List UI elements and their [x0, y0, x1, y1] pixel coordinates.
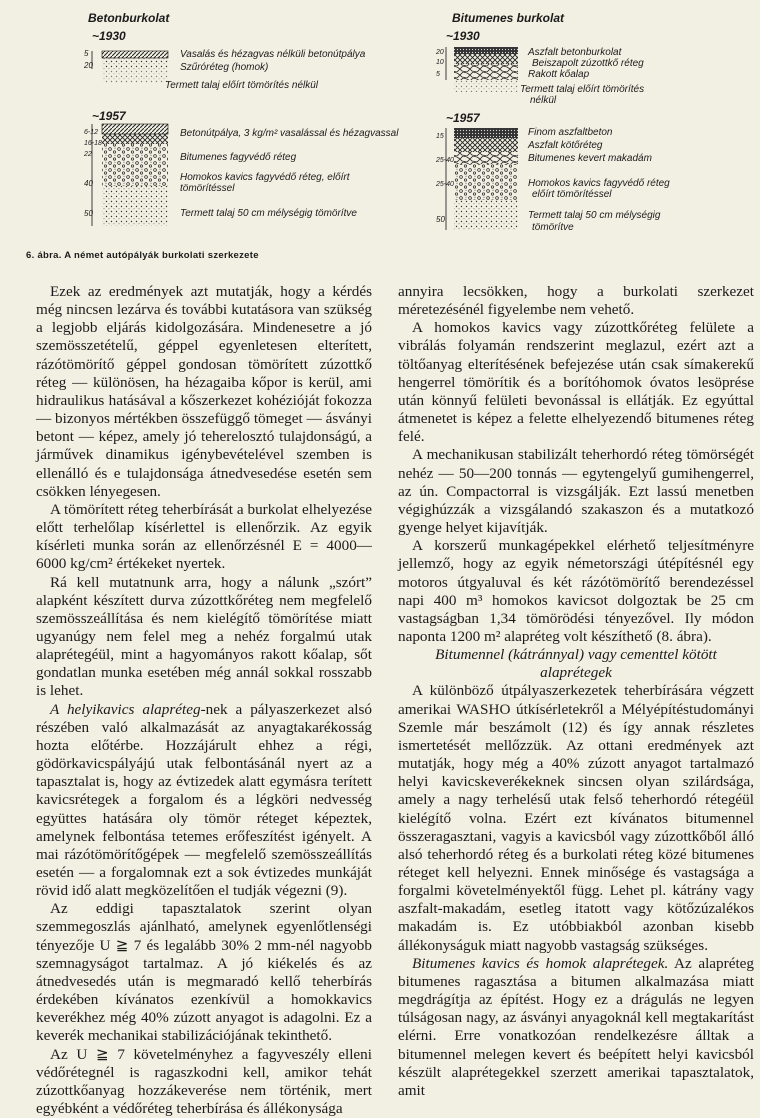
- left-label-4: Betonútpálya, 3 kg/m² vasalással és hézagvassal: [180, 128, 399, 139]
- inline-heading-bitumenes-kavics: Bitumenes kavics és homok alaprétegek.: [412, 954, 669, 972]
- left-column: [36, 283, 372, 1118]
- left-label-6: Homokos kavics fagyvédő réteg, előírt: [180, 172, 350, 183]
- right-paragraph: annyira lecsökken, hogy a burkolati szerkezet méretezésénél figyelembe nem vehető.: [398, 283, 754, 319]
- left-depth-3: 6-12: [84, 129, 99, 136]
- left-depth-6: 40: [84, 179, 93, 188]
- right-paragraph: A mechanikusan stabilizált teherhordó réteg tömörségét nehéz — 50—200 tonnás — egytengelyű gumihengerrel, az ún. Compactorral is vizsgálják. Ezt lassú menetben végighúzzák a vizsgálandó szakaszon és a mutatkozó gyenge helyet kijavítják.: [398, 446, 754, 537]
- right-paragraph-text: Az alapréteg bitumenes ragasztása a bitumen alkalmazása miatt megdrágítja az építést. Hogy ez a drágulás ne legyen túlságosan nagy, az ásványi anyagoknál kell megtakarítást elérni. Erre vonatkozóan rendelkezésre álltak a bitumennel melegen kevert és beépített helyi kavicsból készült alaprétegekkel szerzett amerikai tapasztalatok, amit: [398, 954, 754, 1099]
- left-1930-layers: [92, 51, 168, 83]
- inline-heading-helyikavics: A helyikavics alapréteg-: [50, 700, 206, 718]
- left-label-3: Termett talaj előírt tömörítés nélkül: [165, 80, 319, 91]
- section-subheading: Bitumennel (kátránnyal) vagy cementtel kötött alaprétegek: [435, 646, 717, 682]
- right-label-5: nélkül: [530, 95, 557, 106]
- right-label-12: tömörítve: [532, 222, 574, 233]
- left-paragraph: Az U ≧ 7 követelményhez a fagyveszély elleni védőrétegnél is ragaszkodni kell, amikor tehát zúzottkőanyag hozzákeverése nem történik, mert egyébként a védőréteg teherbírása és állékonysága: [36, 1045, 372, 1118]
- left-1957-layers: [92, 124, 168, 226]
- right-depth-3: 5: [436, 71, 440, 78]
- left-label-1: Vasalás és hézagvas nélküli betonútpálya: [180, 49, 366, 60]
- right-column: [398, 283, 754, 1100]
- right-label-9: Homokos kavics fagyvédő réteg: [528, 178, 670, 189]
- right-label-7: Aszfalt kötőréteg: [528, 140, 603, 151]
- left-paragraph: Az eddigi tapasztalatok szerint olyan szemmegoszlás ajánlható, amelynek egyenlőtlenségi tényezője U ≧ 7 és legalább 30% 2 mm-nél nagyobb szemnagyságot tartalmaz. A jó kiékelés és az átnedvesedés után is megmaradó kellő teherbírás érdekében kívánatos ezenkívül a homokkavics keverékhez még 40% zúzott anyagot is adagolni. Ez a keverék mechanikai stabilizációjának tekinthető.: [36, 900, 372, 1045]
- left-paragraph-with-heading: [36, 701, 372, 901]
- right-label-6: Finom aszfaltbeton: [528, 127, 613, 138]
- right-1957-layers: [446, 128, 518, 230]
- right-title: Bitumenes burkolat: [452, 11, 565, 25]
- right-year-1930: ~1930: [446, 29, 480, 43]
- left-depth-1: 5: [84, 49, 89, 58]
- right-depth-7: 50: [436, 215, 445, 224]
- left-year-1957: ~1957: [92, 109, 126, 123]
- right-label-10: előírt tömörítéssel: [532, 189, 612, 200]
- right-paragraph: A homokos kavics vagy zúzottkőréteg felülete a vibrálás folyamán rendszerint meglazul, ezért azt a töltőanyag elterítésének befejezése után csak símakerekű hengerrel tömörítik és a borítóhomok óvatos lesöprése után könnyű felületi bevonással is ellátják. Ez egyúttal átmenetet is képez a felette elhelyezendő bitumenes réteg felé.: [398, 319, 754, 446]
- right-paragraph: A korszerű munkagépekkel elérhető teljesítményre jellemző, hogy az egyik németországi útépítésnél egy motoros útgyaluval és két rázótömörítő berendezéssel napi 400 m³ homokos kavicsot dolgoztak be 25 cm vastagságban 1,34 tömörödési tényezővel. Ily módon naponta 1200 m² alapréteg volt készíthető (8. ábra).: [398, 537, 754, 645]
- left-paragraph-text: nek a pályaszerkezet alsó részében való alkalmazását az anyagtakarékosság hozta előtérbe. Hozzájárult ehhez a régi, gödörkavicspályájú utak felbontásánál nyert az a tapasztalat is, hogy az évtizedek alatt egymásra terített kavicsrétegek a forgalom és a légköri nedvesség együttes hatására oly tömör réteget képeztek, amelynek felbontása tetemes erőfeszítést igényelt. A mai rázótömörítőgépek — megfelelő szemösszeállítás esetén — a forgalomnak ezt a sok évtizedes munkáját rövid idő alatt megközelítően el tudják végezni (9).: [36, 700, 372, 900]
- left-paragraph: Rá kell mutatnunk arra, hogy a nálunk „szórt” alapként készített durva zúzottkőréteg nem megfelelő szemösszeállítása és nem kielégítő tömörítése miatt ugyanúgy nem felel meg a nehéz forgalmú utak alaprétegéül, mint a hagyományos rakott kőalap, sőt gondatlan munka esetében még annál sokkal rosszabb is lehet.: [36, 573, 372, 700]
- left-year-1930: ~1930: [92, 29, 126, 43]
- left-title: Betonburkolat: [88, 11, 170, 25]
- left-label-5: Bitumenes fagyvédő réteg: [180, 152, 297, 163]
- left-paragraph: A tömörített réteg teherbírását a burkolat elhelyezése előtt terhelőlap kísérlettel is ellenőrzik. Az egyik kísérleti munka során az ellenőrzésnél E = 4000—6000 kg/cm² értékeket nyertek.: [36, 500, 372, 573]
- right-label-3: Rakott kőalap: [528, 69, 590, 80]
- left-depth-2: 20: [84, 61, 93, 70]
- left-depth-5: 22: [84, 151, 92, 158]
- right-depth-2: 10: [436, 59, 444, 66]
- right-label-1: Aszfalt betonburkolat: [528, 47, 622, 58]
- right-label-8: Bitumenes kevert makadám: [528, 153, 652, 164]
- left-label-2: Szűróréteg (homok): [180, 62, 269, 73]
- figure-caption: 6. ábra. A német autópályák burkolati szerkezete: [26, 250, 259, 261]
- left-depth-4: 16-18: [84, 140, 102, 147]
- left-label-7: tömörítéssel: [180, 183, 235, 194]
- right-depth-1: 20: [436, 49, 444, 56]
- right-label-4: Termett talaj előírt tömörítés: [520, 84, 645, 95]
- right-paragraph: A különböző útpályaszerkezetek teherbírására végzett amerikai WASHO útkísérletekről a Mélyépítéstudományi Szemle már beszámolt (12) és így annak részletes ismertetését mellőzzük. Az ottani eredmények azt mutatják, hogy még a 40% zúzott anyagot tartalmazó helyi kavicskeverékeknek sincsen olyan szilárdsága, amely a nagy terhelésű utak felső teherhordó rétegéül kielégítő volna. Ezért ezt kívánatos bitumennel összeragasztani, vagyis a kavicsból vagy zúzottkőből álló alsó teherhordó réteg és a burkolati réteg közé bitumenes réteget kell helyezni. Ennek minősége és vastagsága a forgalmi követelményektől függ. Lehet pl. kátrány vagy aszfalt-makadám, esetleg itatott vagy kötőzúzalékos makadám is. Ez utóbbiakból azonban kisebb állékonyságuk miatt nagyobb vastagság szükséges.: [398, 682, 754, 954]
- right-label-11: Termett talaj 50 cm mélységig: [528, 210, 661, 221]
- left-label-8: Termett talaj 50 cm mélységig tömörítve: [180, 208, 357, 219]
- right-paragraph-with-heading: [398, 955, 754, 1100]
- pavement-structure-figure: [0, 0, 760, 270]
- right-depth-5: 25-40: [436, 157, 454, 164]
- right-1930-layers: [446, 47, 518, 92]
- right-depth-6: 25-40: [436, 181, 454, 188]
- left-depth-7: 50: [84, 209, 93, 218]
- right-depth-4: 15: [436, 133, 444, 140]
- right-label-2: Beiszapolt zúzottkő réteg: [532, 58, 644, 69]
- right-year-1957: ~1957: [446, 111, 480, 125]
- left-paragraph: Ezek az eredmények azt mutatják, hogy a kérdés még nincsen lezárva és további kutatásora van szükség a legjobb eljárás kidolgozására. Mindenesetre a jó szemösszetételű, géppel egyenletesen elterített, rázótömörítő géppel gondosan tömörített zúzottkő réteg — különösen, ha hézagaiba kőpor is kerül, ami hidraulikus hatásával a kőszerkezet kohézióját fokozza — bizonyos mértékben összefüggő tömeget — ásványi betont — képez, amely jó teherelosztó tulajdonságú, a járművek dinamikus igénybevételével szemben is ellenálló és e tulajdonsága átnedvesedése esetén sem csökken lényegesen.: [36, 283, 372, 500]
